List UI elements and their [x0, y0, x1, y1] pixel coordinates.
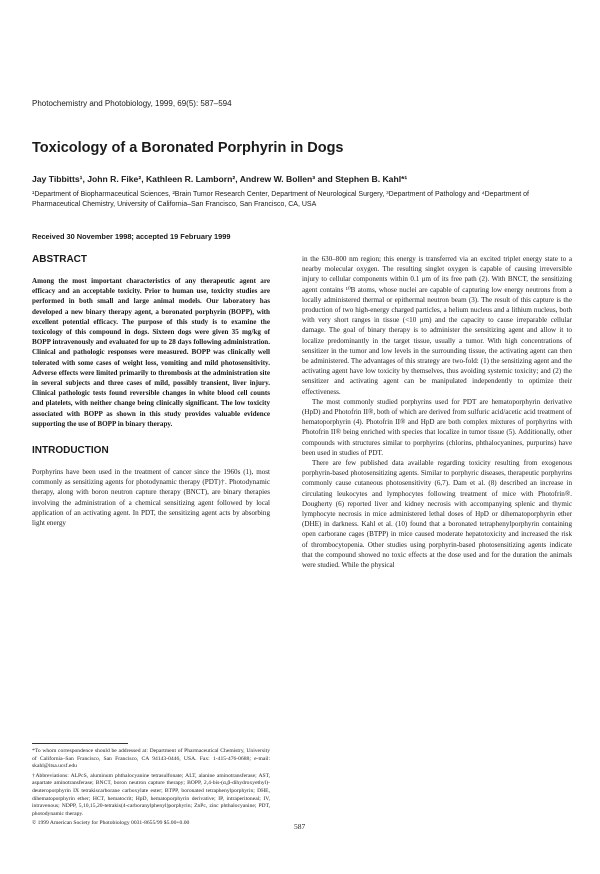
- footnote-copyright: © 1999 American Society for Photobiology 0031-8655/99 $5.00+0.00: [32, 820, 190, 827]
- right-column: [302, 254, 572, 570]
- abstract-text: Among the most important characteristics of any therapeutic agent are efficacy and an acceptable toxicity. Prior to human use, toxicity studies are performed in both small and large animal models. Our laboratory has developed a new binary therapy agent, a boronated porphyrin (BOPP), with excellent potential efficacy. The purpose of this study is to examine the toxicology of this compound in dogs. Sixteen dogs were given 35 mg/kg of BOPP intravenously and evaluated for up to 28 days following administration. Clinical and pathologic responses were measured. BOPP was clinically well tolerated with some cases of weight loss, vomiting and mild photosensitivity. Adverse effects were limited primarily to thrombosis at the administration site in several subjects and three cases of mild, possibly transient, liver injury. Clinical pathologic tests found reversible changes in white blood cell counts and platelets, with neither change being clinically significant. The low toxicity associated with BOPP as shown in this study provides valuable evidence supporting the use of BOPP in binary therapy.: [32, 277, 270, 428]
- footnotes: [32, 748, 270, 830]
- body-paragraph: The most commonly studied porphyrins used for PDT are hematoporphyrin derivative (HpD) and Photofrin II®, both of which are derived from sulfuric acid/acetic acid treatment of hematoporphyrin (4). Photofrin II® and HpD are both complex mixtures of porphyrins with Photofrin II® being enriched with species that localize in tumor tissue (5). Additionally, other compounds with structures similar to porphyrins (chlorins, phthalocyanines, purpurins) have been used in studies of PDT.: [302, 397, 572, 457]
- body-paragraph: There are few published data available regarding toxicity resulting from exogenous porphyrin-based photosensitizing agents. Similar to porphyric diseases, therapeutic porphyrins commonly cause cutaneous photosensitivity (6,7). Dam et al. (8) described an increase in circulating leukocytes and lymphocytes following treatment of mice with Photofrin®. Dougherty (6) reported liver and kidney necrosis with accompanying splenic and thymic lymphocyte necrosis in mice administered lethal doses of HpD or dihematoporphyrin ether (DHE) in darkness. Kahl et al. (10) found that a boronated tetraphenylporphyrin containing open carborane cages (BTPP) in mice caused moderate hepatotoxicity and increased the risk of thrombocytopenia. Other studies using porphyrin-based photosensitizing agents indicate that the compound showed no toxic effects at the dose used and for the duration the animals were studied. While the physical: [302, 459, 572, 570]
- author-list: Jay Tibbitts¹, John R. Fike², Kathleen R. Lamborn², Andrew W. Bollen³ and Stephen B. Kahl*¹: [32, 174, 408, 184]
- footnote-rule: [32, 743, 128, 744]
- received-dates: Received 30 November 1998; accepted 19 February 1999: [32, 232, 231, 241]
- introduction-heading: INTRODUCTION: [32, 445, 109, 457]
- body-paragraph: in the 630–800 nm region; this energy is transferred via an excited triplet energy state to a nearby molecular oxygen. The resulting singlet oxygen is capable of causing irreversible injury to cellular components within 0.1 μm of its free path (2). With BNCT, the sensitizing agent contains ¹⁰B atoms, whose nuclei are capable of capturing low energy neutrons from a locally administered thermal or epithermal neutron beam (3). The result of this capture is the production of two high-energy charged particles, a helium nucleus and a lithium nucleus, both with very short ranges in tissue (<10 μm) and the capacity to cause irreparable cellular damage. The goal of binary therapy is to administer the sensitizing agent and allow it to localize predominantly in the target tissue, usually a tumor. With high concentrations of sensitizer in the tumor and low levels in the surrounding tissue, the activating agent can then be administered. The advantages of this strategy are two-fold: (1) the sensitizing agent and the activating agent have low toxicity by themselves, thus avoiding systemic toxicity; and (2) the sensitizer and activating agent can be manipulated independently to optimize their effectiveness.: [302, 255, 572, 396]
- abstract-heading: ABSTRACT: [32, 254, 87, 265]
- left-column: [32, 254, 270, 528]
- article-title: Toxicology of a Boronated Porphyrin in Dogs: [32, 140, 344, 156]
- introduction-paragraph: Porphyrins have been used in the treatment of cancer since the 1960s (1), most commonly as sensitizing agents for photodynamic therapy (PDT)†. Photodynamic therapy, along with boron neutron capture therapy (BNCT), are binary therapies involving the administration of a chemical sensitizing agent followed by local application of an activating agent. In PDT, the sensitizing agent acts by absorbing light energy: [32, 468, 270, 528]
- footnote-abbreviations: †Abbreviations: ALPcS, aluminum phthalocyanine tetrasulfonate; ALT, alanine aminotransferase; AST, aspartate aminotransferase; BNCT, boron neutron capture therapy; BOPP, 2,4-bis-(α,β-dihydroxyethyl)-deuteroporphyrin IX tetrakiscarborane carboxylate ester; BTPP, boronated tetraphenylporphyrin; DHE, dihematoporphyrin ether; HCT, hematocrit; HpD, hematoporphyrin derivative; IP, intraperitoneal; IV, intravenous; NDPP, 5,10,15,20-tetrakis(4-carboranylphenyl)porphyrin; ZnPc, zinc phthalocyanine; PDT, photodynamic therapy.: [32, 772, 270, 817]
- footnote-correspondence: *To whom correspondence should be addressed at: Department of Pharmaceutical Chemistry, University of California–San Francisco, San Francisco, CA 94143-0446, USA. Fax: 1-415-476-0688; e-mail: skahl@itsa.ucsf.edu: [32, 748, 270, 770]
- affiliations: ¹Department of Biopharmaceutical Sciences, ²Brain Tumor Research Center, Department of Neurological Surgery, ³Department of Pathology and ⁴Department of Pharmaceutical Chemistry, University of California–San Francisco, San Francisco, CA, USA: [32, 191, 530, 208]
- journal-citation: Photochemistry and Photobiology, 1999, 69(5): 587–594: [32, 99, 232, 108]
- page-number: 587: [294, 822, 306, 831]
